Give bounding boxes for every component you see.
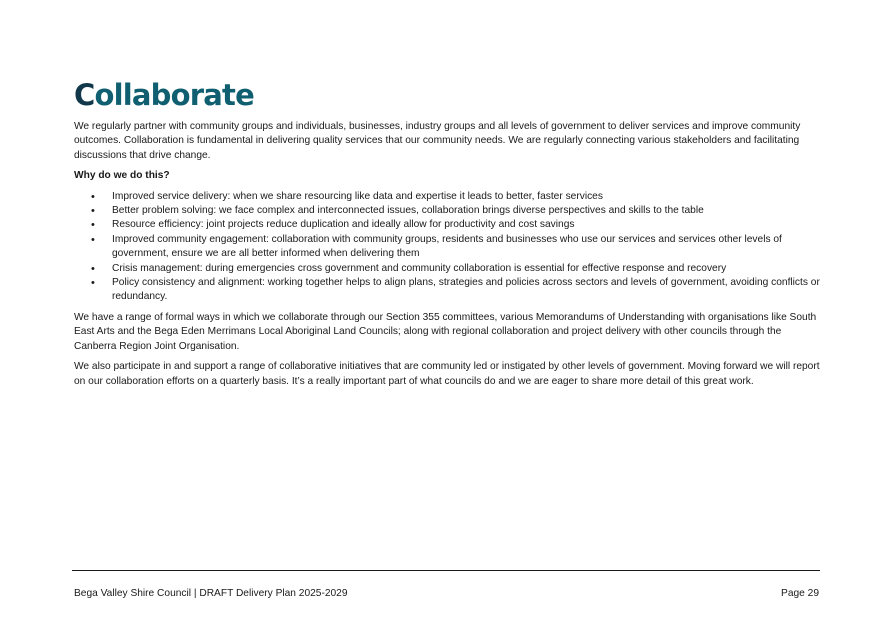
list-item: • Improved community engagement: collaboration with community groups, residents and businesses who use our services and services other levels of government, ensure we are all better informed when delivering them [74, 233, 820, 262]
initiatives-paragraph: We also participate in and support a range of collaborative initiatives that are community led or instigated by other levels of government. Moving forward we will report on our collaboration efforts on a quarterly basis. It’s a really important part of what councils do and we are eager to share more detail of this great work. [74, 361, 820, 387]
list-item: • Policy consistency and alignment: working together helps to align plans, strategies and policies across sectors and levels of government, avoiding conflicts or redundancy. [74, 276, 820, 305]
footer-page-number: Page 29 [781, 588, 819, 599]
footer-document-title: Bega Valley Shire Council | DRAFT Delivery Plan 2025-2029 [74, 588, 348, 599]
list-item: • Crisis management: during emergencies cross government and community collaboration is essential for effective response and recovery [74, 262, 820, 276]
benefits-list [74, 190, 820, 305]
footer-divider [72, 570, 820, 571]
title-first-letter: C [74, 78, 95, 112]
intro-paragraph: We regularly partner with community groups and individuals, businesses, industry groups and all levels of government to deliver services and improve community outcomes. Collaboration is fundamental in delivering quality services that our community needs. We are regularly connecting various stakeholders and facilitating discussions that drive change. [74, 121, 801, 161]
title-rest: ollaborate [94, 78, 254, 112]
formal-collaboration-paragraph: We have a range of formal ways in which we collaborate through our Section 355 committees, various Memorandums of Understanding with organisations like South East Arts and the Bega Eden Merrimans Local Aboriginal Land Councils; along with regional collaboration and project delivery with other councils through the Canberra Region Joint Organisation. [74, 311, 817, 352]
list-item: • Improved service delivery: when we share resourcing like data and expertise it leads to better, faster services [74, 190, 820, 204]
page-title [74, 73, 254, 117]
body-content [74, 120, 820, 395]
why-heading: Why do we do this? [74, 170, 170, 182]
list-item: • Resource efficiency: joint projects reduce duplication and ideally allow for productivity and cost savings [74, 218, 820, 232]
list-item: • Better problem solving: we face complex and interconnected issues, collaboration brings diverse perspectives and skills to the table [74, 204, 820, 218]
